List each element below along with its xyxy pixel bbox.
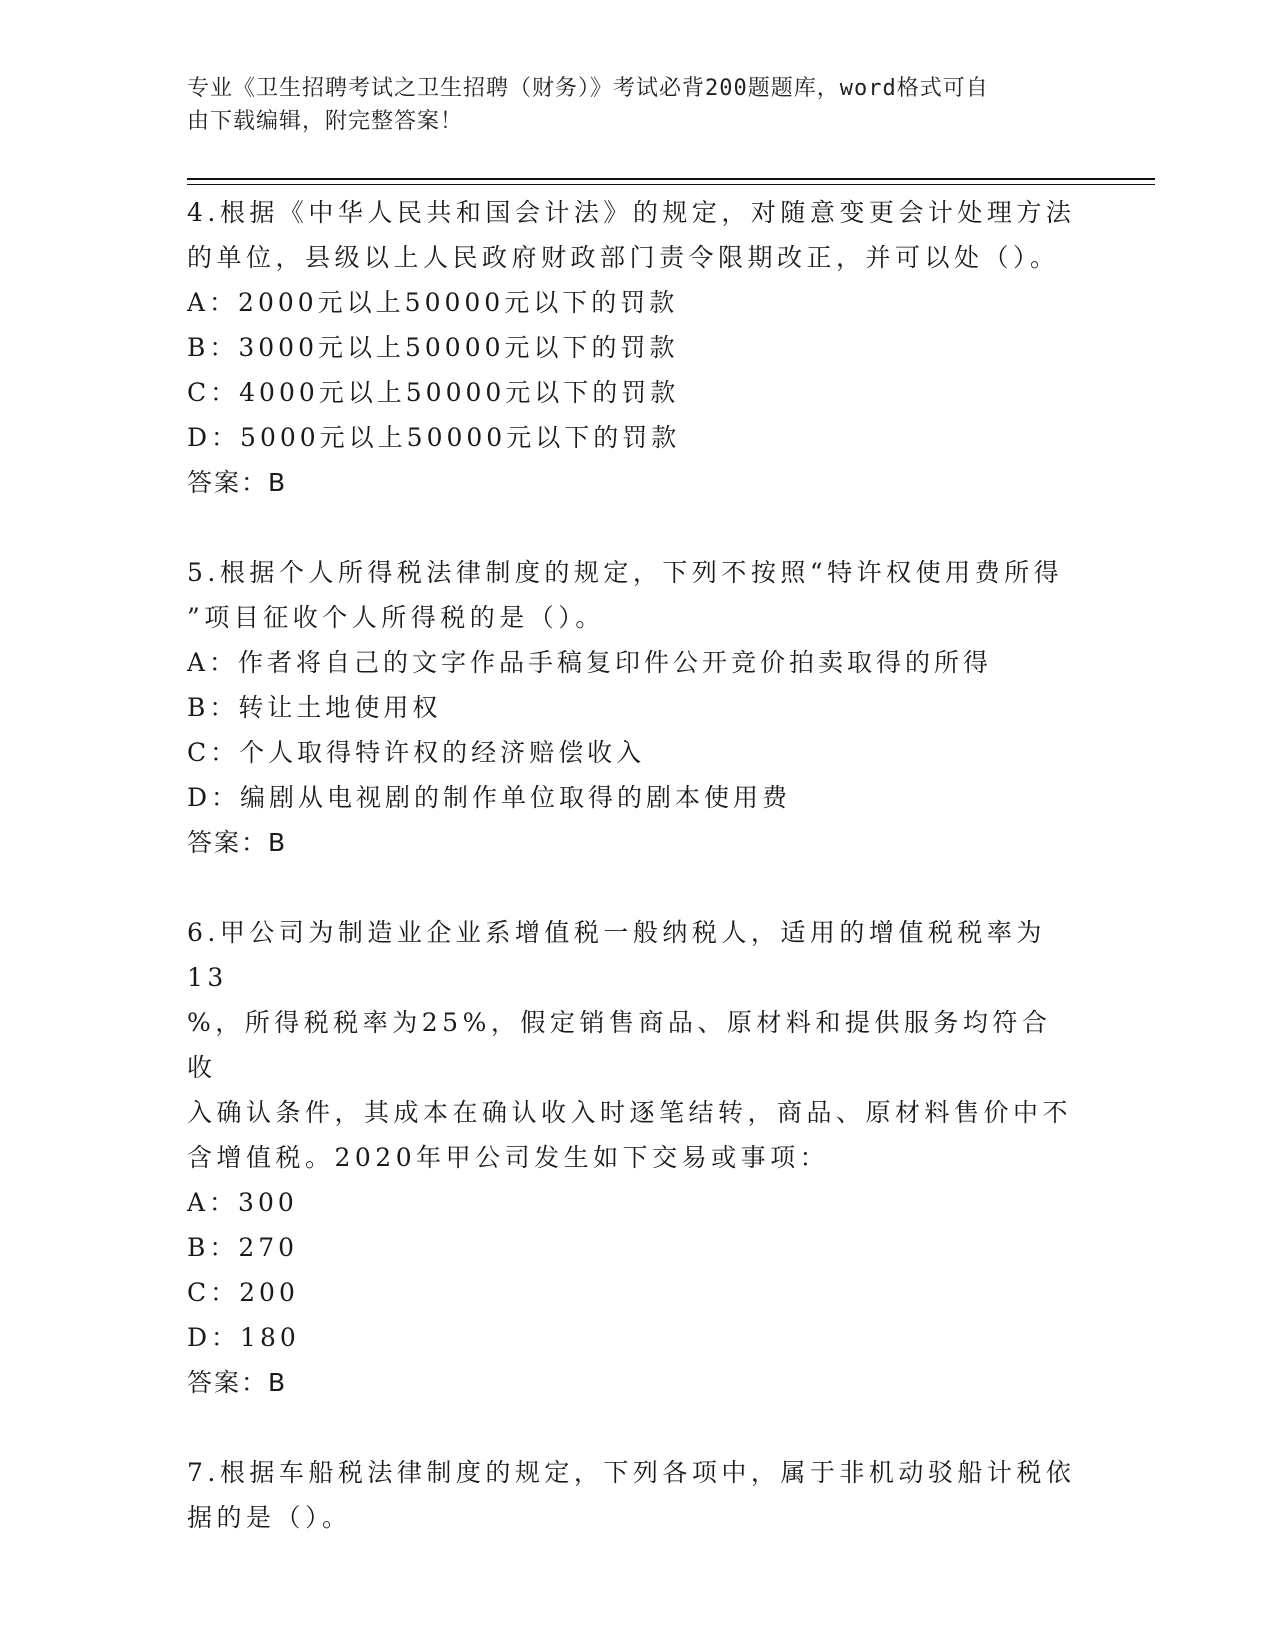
option-c: C：4000元以上50000元以下的罚款 (187, 378, 680, 407)
question-text-line: ”项目征收个人所得税的是（）。 (187, 603, 605, 632)
question-text-line: 的单位，县级以上人民政府财政部门责令限期改正，并可以处（）。 (187, 243, 1060, 272)
header-rule-thin (187, 184, 1155, 185)
question-item (187, 910, 1077, 1405)
header-line-1: 专业《卫生招聘考试之卫生招聘（财务）》考试必背200题题库，word格式可自 (187, 76, 989, 101)
answer-line: 答案：B (187, 1368, 288, 1397)
question-text-line: %，所得税税率为25%，假定销售商品、原材料和提供服务均符合收 (187, 1008, 1052, 1082)
question-item (187, 550, 1077, 865)
option-b: B：270 (187, 1233, 299, 1262)
option-c: C：个人取得特许权的经济赔偿收入 (187, 738, 646, 767)
option-b: B：3000元以上50000元以下的罚款 (187, 333, 679, 362)
document-header (187, 72, 1067, 138)
question-item (187, 190, 1077, 505)
answer-line: 答案：B (187, 468, 288, 497)
question-text-line: 据的是（）。 (187, 1503, 352, 1532)
spacer (187, 865, 1077, 910)
option-d: D：编剧从电视剧的制作单位取得的剧本使用费 (187, 783, 792, 812)
option-a: A：作者将自己的文字作品手稿复印件公开竞价拍卖取得的所得 (187, 648, 993, 677)
question-list (187, 190, 1077, 1540)
option-a: A：2000元以上50000元以下的罚款 (187, 288, 679, 317)
question-text-line: 含增值税。2020年甲公司发生如下交易或事项： (187, 1143, 830, 1172)
question-text-line: 4.根据《中华人民共和国会计法》的规定，对随意变更会计处理方法 (187, 198, 1076, 227)
option-a: A：300 (187, 1188, 298, 1217)
question-text-line: 6.甲公司为制造业企业系增值税一般纳税人，适用的增值税税率为13 (187, 918, 1046, 992)
spacer (187, 505, 1077, 550)
option-b: B：转让土地使用权 (187, 693, 442, 722)
option-d: D：5000元以上50000元以下的罚款 (187, 423, 681, 452)
question-text-line: 入确认条件，其成本在确认收入时逐笔结转，商品、原材料售价中不 (187, 1098, 1073, 1127)
option-d: D：180 (187, 1323, 300, 1352)
question-text-line: 7.根据车船税法律制度的规定，下列各项中，属于非机动驳船计税依 (187, 1458, 1076, 1487)
question-item (187, 1450, 1077, 1540)
header-rule-thick (187, 178, 1155, 180)
spacer (187, 1405, 1077, 1450)
question-text-line: 5.根据个人所得税法律制度的规定，下列不按照“特许权使用费所得 (187, 558, 1064, 587)
header-line-2: 由下载编辑，附完整答案！ (187, 109, 464, 134)
option-c: C：200 (187, 1278, 299, 1307)
answer-line: 答案：B (187, 828, 288, 857)
